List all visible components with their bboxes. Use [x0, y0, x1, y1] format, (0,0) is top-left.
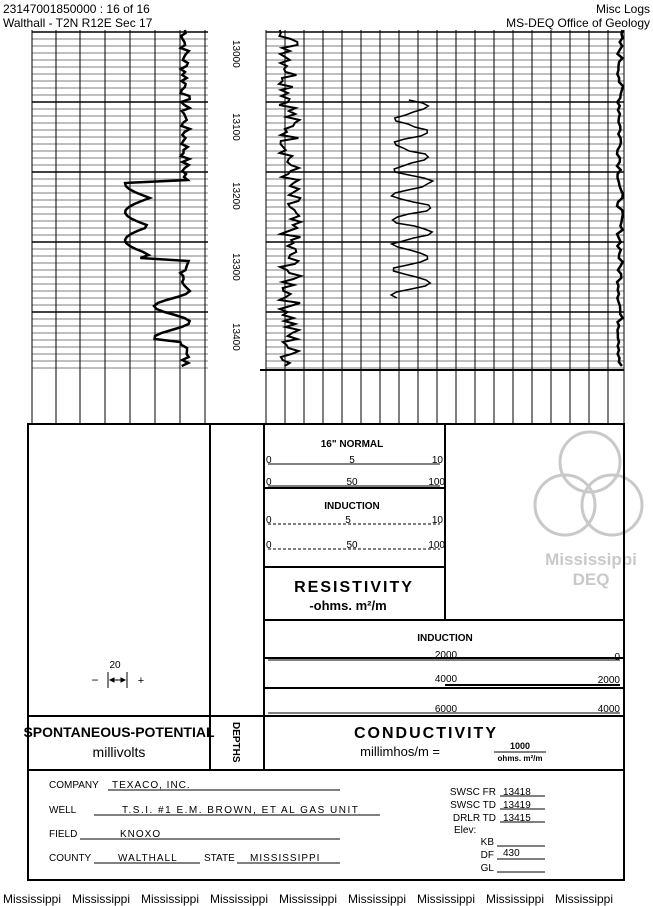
conductivity-units: millimhos/m =	[360, 744, 440, 759]
gl-label: GL	[480, 863, 494, 874]
cond-row3-right: 4000	[597, 704, 620, 715]
watermark-line1: Mississippi	[545, 550, 637, 569]
induction-row1-max: 10	[431, 515, 443, 526]
resistivity-units: -ohms. m²/m	[309, 598, 387, 613]
field-value: KNOXO	[120, 829, 162, 840]
county-value: WALTHALL	[118, 853, 178, 864]
normal-row2-mid: 50	[346, 477, 358, 488]
depth-label-13200: 13200	[230, 182, 241, 210]
induction-scale-title: INDUCTION	[324, 501, 380, 512]
swsc-fr-value: 13418	[503, 787, 531, 798]
footer-item: Mississippi	[279, 892, 338, 906]
log-curves	[125, 30, 623, 366]
cond-row2-right: 2000	[597, 675, 620, 686]
normal-row2-max: 100	[428, 477, 445, 488]
county-label: COUNTY	[49, 853, 92, 864]
api-number: 23147001850000 : 16 of 16	[3, 2, 150, 16]
kb-label: KB	[480, 837, 494, 848]
footer-item: Mississippi	[3, 892, 62, 906]
induction-row1-mid: 5	[345, 515, 351, 526]
cond-row3-left: 6000	[434, 704, 458, 715]
induction-row2-mid: 50	[346, 540, 358, 551]
cond-row1-left: 2000	[434, 650, 458, 661]
sp-scale-value: 20	[109, 660, 121, 671]
agency-label: MS-DEQ Office of Geology	[506, 16, 650, 30]
deq-watermark	[535, 432, 642, 589]
normal-row1-max: 10	[431, 455, 443, 466]
footer-item: Mississippi	[486, 892, 545, 906]
footer-item: Mississippi	[417, 892, 476, 906]
df-value: 430	[503, 848, 520, 859]
drlr-td-value: 13415	[503, 813, 531, 824]
normal-row2-min: 0	[266, 477, 272, 488]
footer-item: Mississippi	[141, 892, 200, 906]
log-grid	[32, 30, 624, 424]
induction-row1-min: 0	[266, 515, 272, 526]
induction-row2-max: 100	[428, 540, 445, 551]
depth-label-13100: 13100	[230, 113, 241, 141]
well-label: WELL	[49, 805, 77, 816]
drlr-td-label: DRLR TD	[452, 813, 496, 824]
normal-scale-title: 16" NORMAL	[320, 439, 384, 450]
depth-labels	[230, 40, 241, 351]
df-label: DF	[480, 850, 494, 861]
deq-logo-icon	[535, 432, 642, 535]
sp-minus-sign: −	[91, 673, 99, 687]
conductivity-fraction-numerator: 1000	[509, 741, 531, 751]
company-value: TEXACO, INC.	[112, 780, 191, 791]
category-label: Misc Logs	[595, 2, 650, 16]
resistivity-title: RESISTIVITY	[294, 579, 414, 596]
watermark-line2: DEQ	[572, 570, 610, 589]
footer-item: Mississippi	[210, 892, 269, 906]
footer-item: Mississippi	[555, 892, 614, 906]
location-line: Walthall - T2N R12E Sec 17	[3, 16, 153, 30]
depth-label-13400: 13400	[230, 323, 241, 351]
normal-row1-min: 0	[266, 455, 272, 466]
cond-row2-left: 4000	[434, 674, 458, 685]
conductivity-title: CONDUCTIVITY	[354, 725, 498, 742]
swsc-td-value: 13419	[503, 800, 531, 811]
depth-label-13000: 13000	[230, 40, 241, 68]
conductivity-fraction-denominator: ohms. m²/m	[497, 754, 543, 763]
sp-plus-sign: +	[137, 675, 145, 687]
legend-panel	[28, 424, 624, 770]
company-label: COMPANY	[49, 780, 99, 791]
state-label: STATE	[204, 853, 235, 864]
conductivity-scale-title: INDUCTION	[417, 633, 473, 644]
swsc-fr-label: SWSC FR	[449, 787, 496, 798]
sp-legend-units: millivolts	[92, 744, 146, 760]
swsc-td-label: SWSC TD	[450, 800, 496, 811]
sp-scale-bracket	[91, 660, 144, 688]
footer-item: Mississippi	[348, 892, 407, 906]
field-label: FIELD	[49, 829, 78, 840]
depth-label-13300: 13300	[230, 253, 241, 281]
elev-label: Elev:	[454, 825, 477, 836]
state-value: MISSISSIPPI	[250, 853, 321, 864]
well-info-box	[28, 770, 624, 880]
depths-legend: DEPTHS	[230, 722, 241, 763]
induction-row2-min: 0	[266, 540, 272, 551]
normal-row1-mid: 5	[349, 455, 355, 466]
cond-row1-right: 0	[614, 652, 620, 663]
footer-strip	[0, 892, 653, 905]
well-value: T.S.I. #1 E.M. BROWN, ET AL GAS UNIT	[122, 805, 360, 816]
footer-item: Mississippi	[72, 892, 131, 906]
sp-legend-title: SPONTANEOUS-POTENTIAL	[23, 724, 215, 740]
